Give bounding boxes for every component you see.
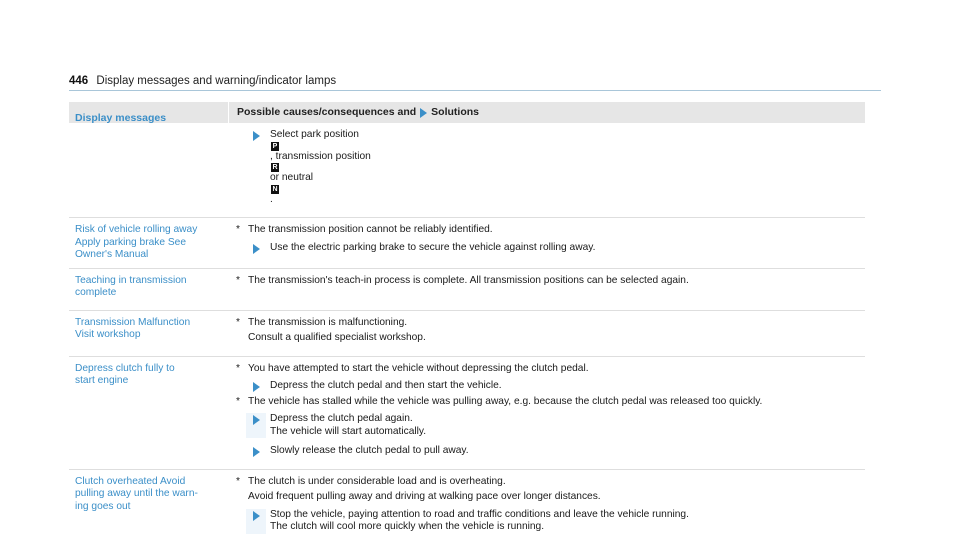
cause-cell xyxy=(228,357,865,469)
page-title: Display messages and warning/indicator lamps xyxy=(96,75,337,87)
message-text: start engine xyxy=(75,375,129,386)
bullet-mark: * xyxy=(236,362,240,374)
bullet-mark: * xyxy=(236,224,240,235)
header-solutions: Solutions xyxy=(431,106,480,118)
cause-cell xyxy=(228,218,865,268)
step-result-text: The clutch will cool more quickly when the vehicle is running. xyxy=(270,521,545,532)
solution-step xyxy=(246,129,859,206)
step-text: . xyxy=(270,193,273,205)
cause-text: The transmission is malfunctioning. xyxy=(248,316,408,328)
step-text: Use the electric parking brake to secure the vehicle against rolling away. xyxy=(270,241,596,253)
cause-bullet xyxy=(236,476,859,489)
table-header xyxy=(69,102,865,123)
step-text: Slowly release the clutch pedal to pull away. xyxy=(270,445,469,456)
cause-detail-text: Avoid frequent pulling away and driving at walking pace over longer distances. xyxy=(248,491,601,502)
step-text: Select park position xyxy=(270,129,359,140)
cause-cell xyxy=(228,470,865,545)
cause-cell xyxy=(228,269,865,310)
solution-step xyxy=(246,413,859,438)
message-text: Owner's Manual xyxy=(75,249,149,260)
message-text: complete xyxy=(75,287,117,298)
step-text: , transmission position xyxy=(270,150,371,162)
solution-cell xyxy=(228,123,865,217)
message-text: Clutch overheated Avoid xyxy=(75,475,186,487)
message-cell xyxy=(69,123,228,217)
header-causes: Possible causes/consequences and xyxy=(237,106,417,118)
message-text: Risk of vehicle rolling away xyxy=(75,224,198,235)
message-cell xyxy=(69,269,228,310)
solution-step xyxy=(246,445,859,458)
message-cell xyxy=(69,470,228,545)
cause-bullet xyxy=(236,224,859,237)
cause-bullet xyxy=(236,363,859,376)
message-text: Depress clutch fully to xyxy=(75,362,175,374)
cause-text: The vehicle has stalled while the vehicle was pulling away, e.g. because the clutch pedal was released too quickly. xyxy=(248,395,763,407)
bullet-mark: * xyxy=(236,274,240,286)
solution-arrow-icon xyxy=(253,244,260,254)
cause-detail-text: Consult a qualified specialist workshop. xyxy=(248,332,426,343)
message-cell xyxy=(69,357,228,469)
message-text: Apply parking brake See xyxy=(75,236,186,248)
message-text: Teaching in transmission xyxy=(75,274,187,286)
header-causes-solutions xyxy=(228,102,865,123)
reverse-position-key-icon: R xyxy=(272,164,278,171)
message-text: Visit workshop xyxy=(75,329,141,340)
cause-bullet xyxy=(236,317,859,330)
table-row xyxy=(69,218,865,269)
cause-text: The clutch is under considerable load and is overheating. xyxy=(248,475,506,487)
message-cell xyxy=(69,218,228,268)
solution-arrow-icon xyxy=(420,108,427,118)
message-text: pulling away until the warn- xyxy=(75,488,198,499)
step-text: Depress the clutch pedal again. xyxy=(270,413,413,424)
cause-cell xyxy=(228,311,865,356)
solution-arrow-icon xyxy=(253,382,260,392)
park-position-key-icon: P xyxy=(272,142,278,150)
table-row xyxy=(69,470,865,545)
bullet-mark: * xyxy=(236,316,240,328)
table-row xyxy=(69,311,865,357)
cause-text: The transmission's teach-in process is complete. All transmission positions can be selected again. xyxy=(248,274,689,286)
message-cell xyxy=(69,311,228,356)
cause-text: You have attempted to start the vehicle without depressing the clutch pedal. xyxy=(248,362,589,374)
solution-step xyxy=(246,380,859,393)
step-result-text: The vehicle will start automatically. xyxy=(270,425,427,437)
table-row xyxy=(69,123,865,218)
header-display-messages: Display messages xyxy=(75,112,167,124)
message-text: ing goes out xyxy=(75,500,131,512)
message-text: Transmission Malfunction xyxy=(75,316,191,328)
cause-bullet xyxy=(236,275,859,288)
cause-bullet xyxy=(236,396,859,409)
table-row xyxy=(69,357,865,470)
cause-text: The transmission position cannot be reliably identified. xyxy=(248,224,493,235)
table-row xyxy=(69,269,865,311)
solution-step xyxy=(246,509,859,534)
solution-arrow-icon xyxy=(253,447,260,457)
step-text: or neutral xyxy=(270,172,314,183)
page-header xyxy=(69,74,881,91)
solution-arrow-icon xyxy=(253,511,260,521)
solution-arrow-icon xyxy=(253,131,260,141)
bullet-mark: * xyxy=(236,475,240,487)
page-number: 446 xyxy=(69,75,89,87)
solution-step xyxy=(246,242,859,255)
neutral-position-key-icon: N xyxy=(272,185,278,193)
step-text: Depress the clutch pedal and then start the vehicle. xyxy=(270,380,502,391)
display-messages-table xyxy=(69,102,865,545)
solution-arrow-icon xyxy=(253,415,260,425)
bullet-mark: * xyxy=(236,395,240,407)
step-text: Stop the vehicle, paying attention to road and traffic conditions and leave the vehicle running. xyxy=(270,508,689,520)
